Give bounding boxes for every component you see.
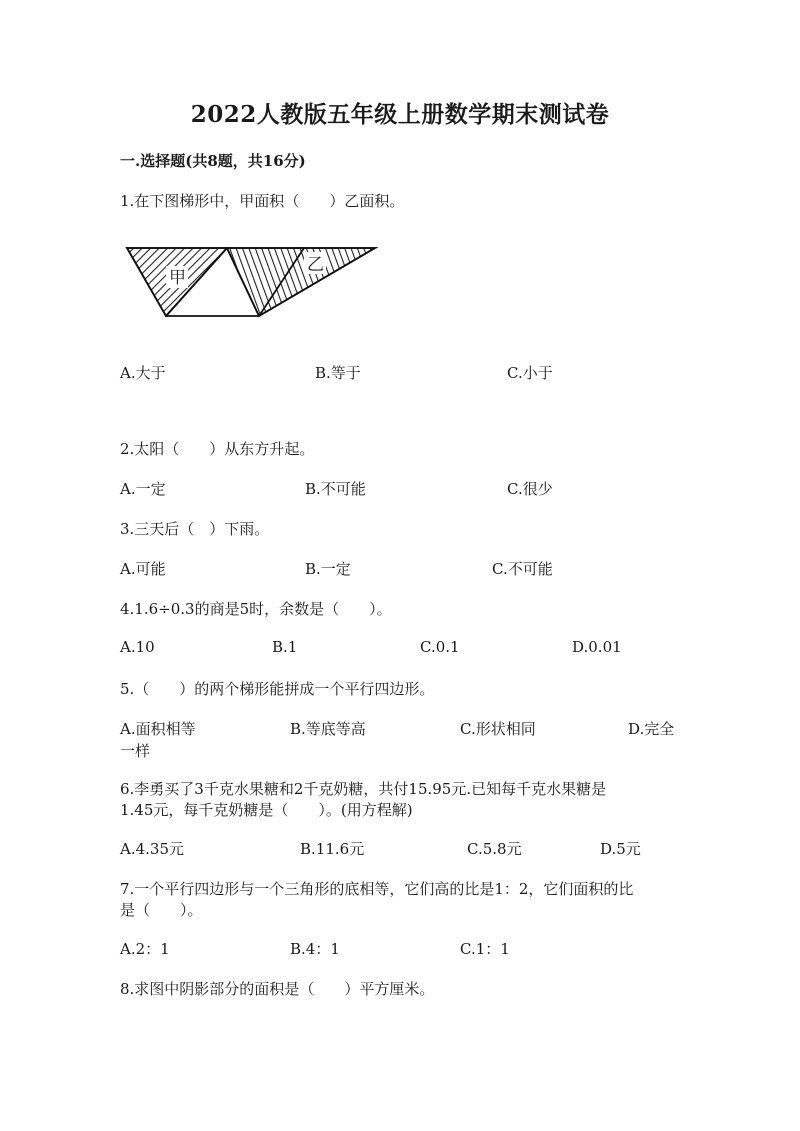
question-4-option-a: A.10	[120, 638, 155, 656]
question-7-stem-line2: 是（ ）。	[120, 901, 203, 919]
question-4-option-d: D.0.01	[572, 638, 622, 656]
question-4-stem: 4.1.6÷0.3的商是5时，余数是（ ）。	[120, 600, 392, 618]
question-1-stem: 1.在下图梯形中，甲面积（ ）乙面积。	[120, 192, 405, 210]
question-7-stem-line1: 7.一个平行四边形与一个三角形的底相等，它们高的比是1：2，它们面积的比	[120, 880, 634, 898]
section-heading: 一.选择题(共8题，共16分)	[120, 152, 306, 170]
question-7-option-a: A.2：1	[120, 940, 170, 958]
question-6-stem-line2: 1.45元，每千克奶糖是（ ）。(用方程解)	[120, 801, 413, 819]
question-7-option-b: B.4：1	[290, 940, 340, 958]
question-2-option-b: B.不可能	[305, 480, 366, 498]
label-jia: 甲	[169, 268, 186, 288]
shaded-triangle-yi	[227, 248, 375, 316]
question-5-option-d-wrap: 一样	[120, 742, 151, 760]
question-4-option-c: C.0.1	[420, 638, 460, 656]
question-6-option-c: C.5.8元	[467, 840, 522, 858]
question-2-stem: 2.太阳（ ）从东方升起。	[120, 440, 315, 458]
question-5-option-b: B.等底等高	[290, 720, 366, 738]
question-3-option-a: A.可能	[120, 560, 166, 578]
question-6-stem-line1: 6.李勇买了3千克水果糖和2千克奶糖，共付15.95元.已知每千克水果糖是	[120, 780, 607, 798]
question-1-option-a: A.大于	[120, 364, 166, 382]
question-5-option-a: A.面积相等	[120, 720, 196, 738]
question-3-option-b: B.一定	[305, 560, 351, 578]
label-yi: 乙	[307, 255, 324, 275]
trapezoid-figure	[124, 240, 380, 326]
question-3-stem: 3.三天后（ ）下雨。	[120, 520, 270, 538]
question-1-option-c: C.小于	[507, 364, 553, 382]
question-7-option-c: C.1：1	[460, 940, 510, 958]
question-5-stem: 5.（ ）的两个梯形能拼成一个平行四边形。	[120, 680, 435, 698]
question-5-option-d: D.完全	[628, 720, 675, 738]
question-2-option-c: C.很少	[507, 480, 553, 498]
question-2-option-a: A.一定	[120, 480, 166, 498]
question-1-option-b: B.等于	[315, 364, 361, 382]
question-3-option-c: C.不可能	[492, 560, 553, 578]
question-8-stem: 8.求图中阴影部分的面积是（ ）平方厘米。	[120, 980, 435, 998]
page-title: 2022人教版五年级上册数学期末测试卷	[190, 101, 610, 128]
question-6-option-a: A.4.35元	[120, 840, 184, 858]
question-6-option-d: D.5元	[600, 840, 641, 858]
question-5-option-c: C.形状相同	[460, 720, 536, 738]
question-4-option-b: B.1	[272, 638, 298, 656]
trapezoid-diagram	[124, 240, 380, 322]
question-6-option-b: B.11.6元	[300, 840, 365, 858]
